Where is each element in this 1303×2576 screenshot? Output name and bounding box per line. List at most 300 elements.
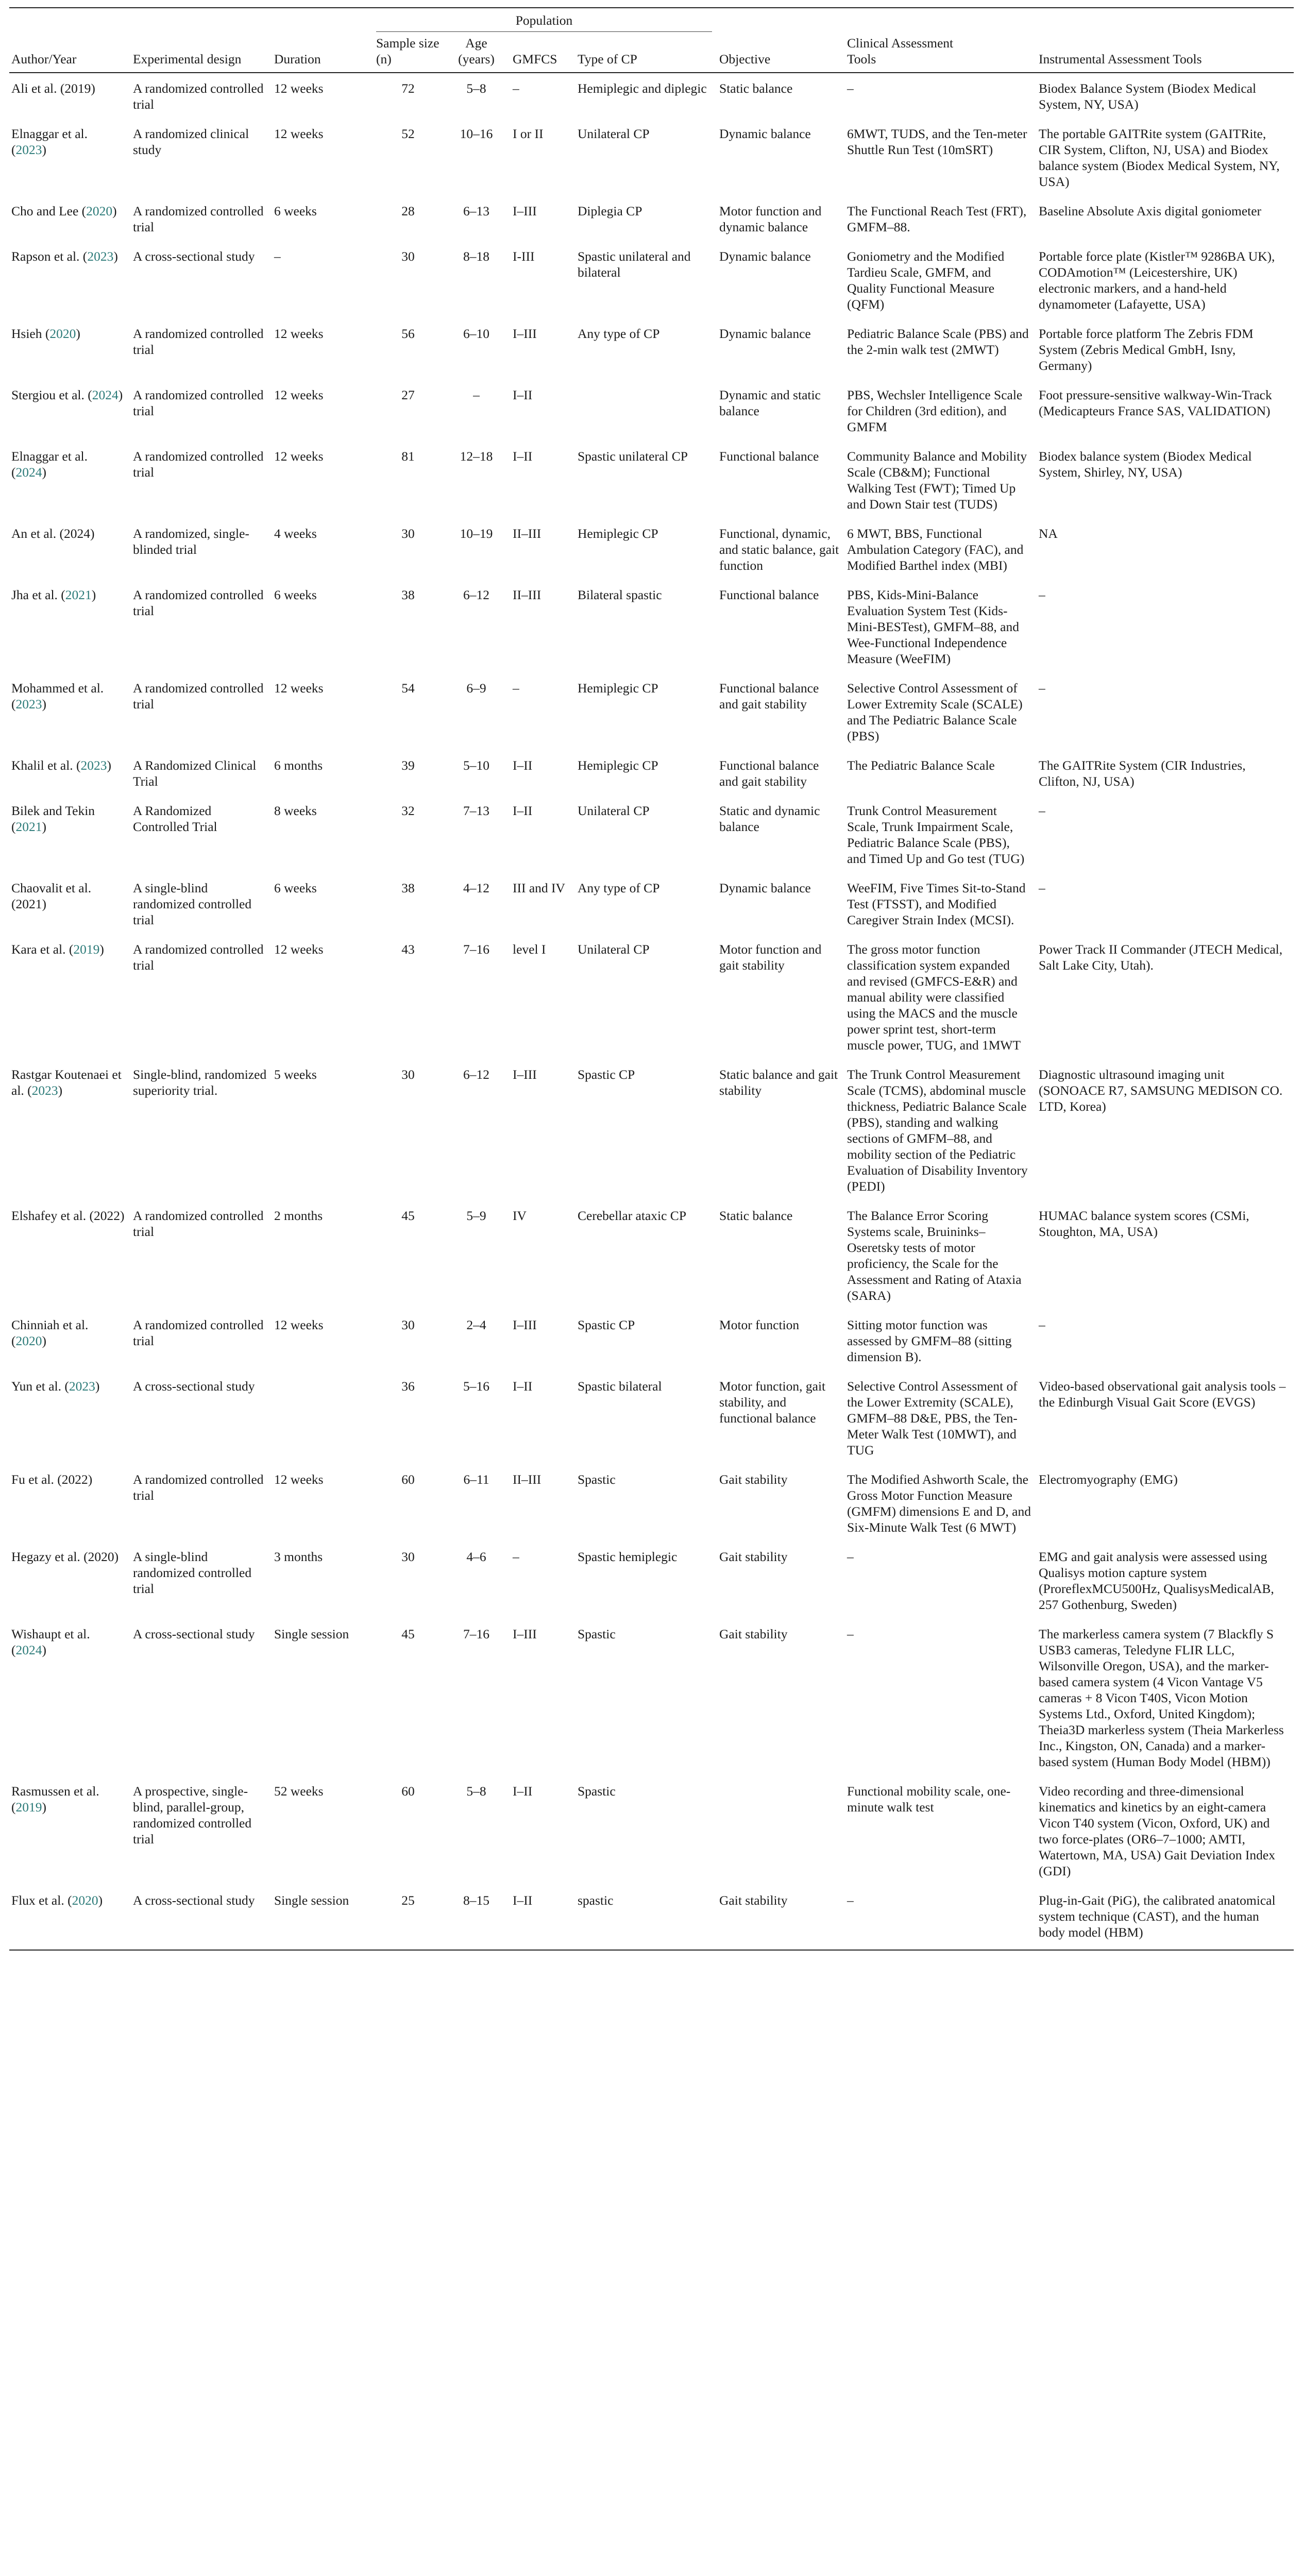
author-cell — [9, 937, 131, 1062]
author-text-close: ) — [98, 1893, 103, 1908]
col-gmfcs-header: GMFCS — [513, 52, 557, 66]
gmfcs-cell: – — [513, 81, 519, 96]
instrumental-tools-cell: Power Track II Commander (JTECH Medical, Salt Lake City, Utah). — [1039, 942, 1283, 973]
objective-cell: Static balance and gait stability — [719, 1067, 838, 1098]
age-cell: 8–15 — [463, 1893, 489, 1908]
objective-cell: Functional balance — [719, 449, 819, 464]
objective-cell: Static balance — [719, 1208, 793, 1223]
instrumental-tools-cell: Foot pressure-sensitive walkway-Win-Track (Medicapteurs France SAS, VALIDATION) — [1039, 387, 1272, 418]
cp-type-cell: Spastic hemiplegic — [578, 1549, 678, 1564]
author-text: Khalil et al. ( — [11, 758, 81, 773]
author-text: Mohammed et al. ( — [11, 681, 104, 711]
cp-type-cell — [576, 383, 717, 444]
population-group-header: Population — [376, 12, 712, 32]
clinical-tools-cell: The Trunk Control Measurement Scale (TCMS), abdominal muscle thickness, Pediatric Balance Scale (PBS), standing and walking sections of GMFM–88, and mobility section of the Pediatric Evaluation of Disability Inventory (PEDI) — [847, 1067, 1028, 1194]
design-cell: A randomized controlled trial — [133, 1472, 264, 1503]
citation-year-link[interactable]: 2019 — [15, 1800, 42, 1815]
table-row — [9, 937, 1294, 1062]
studies-table — [9, 7, 1294, 1951]
cp-type-cell: Spastic CP — [578, 1317, 635, 1332]
design-cell: A randomized controlled trial — [133, 449, 264, 480]
author-text-close: ) — [95, 1379, 100, 1394]
clinical-tools-cell: PBS, Wechsler Intelligence Scale for Children (3rd edition), and GMFM — [847, 387, 1023, 434]
instrumental-tools-cell: – — [1039, 587, 1045, 602]
author-text: Hegazy et al. (2020) — [11, 1549, 119, 1564]
author-text: Bilek and Tekin ( — [11, 803, 95, 834]
duration-cell: 8 weeks — [274, 803, 317, 818]
table-row — [9, 1313, 1294, 1374]
objective-cell: Motor function and gait stability — [719, 942, 822, 973]
author-text: Hsieh ( — [11, 326, 50, 341]
clinical-tools-cell: Functional mobility scale, one-minute walk test — [847, 1784, 1011, 1815]
sample-size-cell: 45 — [401, 1626, 415, 1641]
clinical-tools-cell: Pediatric Balance Scale (PBS) and the 2-min walk test (2MWT) — [847, 326, 1029, 357]
design-cell: A prospective, single-blind, parallel-group, randomized controlled trial — [133, 1784, 252, 1846]
sample-size-cell: 54 — [401, 681, 415, 696]
author-text: Flux et al. ( — [11, 1893, 72, 1908]
author-cell — [9, 1313, 131, 1374]
age-cell: 5–10 — [463, 758, 489, 773]
design-cell: A randomized controlled trial — [133, 204, 264, 234]
author-cell — [9, 383, 131, 444]
cp-type-cell: Diplegia CP — [578, 204, 642, 218]
citation-year-link[interactable]: 2024 — [92, 387, 119, 402]
author-cell — [9, 1622, 131, 1779]
objective-cell: Motor function, gait stability, and functional balance — [719, 1379, 826, 1426]
author-text: Rapson et al. ( — [11, 249, 88, 264]
clinical-tools-cell: Selective Control Assessment of the Lower Extremity (SCALE), GMFM–88 D&E, PBS, the Ten-Meter Walk Test (10MWT), and TUG — [847, 1379, 1018, 1458]
design-cell: A randomized controlled trial — [133, 387, 264, 418]
age-cell: 7–16 — [463, 1626, 489, 1641]
author-cell — [9, 876, 131, 937]
cp-type-cell: Unilateral CP — [578, 803, 650, 818]
author-text: Chinniah et al. ( — [11, 1317, 89, 1348]
sample-size-cell: 72 — [401, 81, 415, 96]
duration-cell: – — [274, 249, 281, 264]
author-text-close: ) — [42, 819, 46, 834]
author-text-close: ) — [118, 387, 123, 402]
table-body — [9, 73, 1294, 1950]
table-row — [9, 1622, 1294, 1779]
duration-cell: 5 weeks — [274, 1067, 317, 1082]
citation-year-link[interactable]: 2023 — [80, 758, 107, 773]
author-text: Fu et al. (2022) — [11, 1472, 93, 1487]
cp-type-cell: Any type of CP — [578, 326, 660, 341]
cp-type-cell: Hemiplegic CP — [578, 526, 658, 541]
author-text: Rasmussen et al. ( — [11, 1784, 99, 1815]
clinical-tools-cell: Sitting motor function was assessed by GMFM–88 (sitting dimension B). — [847, 1317, 1012, 1364]
duration-cell: 2 months — [274, 1208, 323, 1223]
citation-year-link[interactable]: 2023 — [15, 142, 42, 157]
clinical-tools-cell: The gross motor function classification system expanded and revised (GMFCS-E&R) and manual ability were classified using the MACS and the muscle power sprint test, short-term muscle power, TUG, and 1MWT — [847, 942, 1021, 1053]
clinical-tools-cell: – — [847, 1893, 854, 1908]
author-cell — [9, 676, 131, 753]
duration-cell: 4 weeks — [274, 526, 317, 541]
table-row — [9, 1545, 1294, 1622]
citation-year-link[interactable]: 2020 — [49, 326, 76, 341]
sample-size-cell: 30 — [401, 1067, 415, 1082]
citation-year-link[interactable]: 2023 — [69, 1379, 95, 1394]
author-text-close: ) — [99, 942, 104, 957]
objective-cell: Functional, dynamic, and static balance, gait function — [719, 526, 839, 573]
clinical-tools-cell: – — [847, 1626, 854, 1641]
col-age-header: Age (years) — [458, 36, 495, 66]
gmfcs-cell: II–III — [513, 1472, 541, 1487]
cp-type-cell: Spastic unilateral CP — [578, 449, 688, 464]
age-cell: 10–16 — [460, 126, 493, 141]
author-text: Ali et al. (2019) — [11, 81, 95, 96]
author-cell — [9, 1779, 131, 1888]
design-cell: A cross-sectional study — [133, 1379, 255, 1394]
author-cell — [9, 444, 131, 521]
table-header — [9, 8, 1294, 73]
author-text-close: ) — [42, 1642, 46, 1657]
age-cell: 4–12 — [463, 880, 489, 895]
design-cell: A randomized controlled trial — [133, 681, 264, 711]
duration-cell: 3 months — [274, 1549, 323, 1564]
table-row — [9, 1204, 1294, 1313]
gmfcs-cell: II–III — [513, 587, 541, 602]
author-cell — [9, 799, 131, 876]
age-cell: – — [473, 387, 480, 402]
objective-cell: Functional balance and gait stability — [719, 758, 819, 789]
sample-size-cell: 30 — [401, 526, 415, 541]
sample-size-cell: 25 — [401, 1893, 415, 1908]
gmfcs-cell: level I — [513, 942, 546, 957]
instrumental-tools-cell: NA — [1039, 526, 1058, 541]
design-cell: A single-blind randomized controlled trial — [133, 880, 252, 927]
author-text: Elnaggar et al. ( — [11, 126, 88, 157]
gmfcs-cell: I-III — [513, 249, 535, 264]
design-cell: A Randomized Clinical Trial — [133, 758, 257, 789]
citation-year-link[interactable]: 2021 — [15, 819, 42, 834]
author-text-close: ) — [58, 1083, 63, 1098]
clinical-tools-cell: The Functional Reach Test (FRT), GMFM–88. — [847, 204, 1027, 234]
sample-size-cell: 60 — [401, 1784, 415, 1799]
gmfcs-cell: II–III — [513, 526, 541, 541]
clinical-tools-cell: Trunk Control Measurement Scale, Trunk Impairment Scale, Pediatric Balance Scale (PBS), and Timed Up and Go test (TUG) — [847, 803, 1025, 866]
sample-size-cell: 28 — [401, 204, 415, 218]
table-row — [9, 73, 1294, 122]
gmfcs-cell: – — [513, 681, 519, 696]
citation-year-link[interactable]: 2023 — [15, 697, 42, 711]
gmfcs-cell: I–III — [513, 1626, 537, 1641]
author-cell — [9, 583, 131, 676]
cp-type-cell: Unilateral CP — [578, 126, 650, 141]
age-cell: 6–9 — [466, 681, 486, 696]
citation-year-link[interactable]: 2020 — [15, 1333, 42, 1348]
age-cell: 6–13 — [463, 204, 489, 218]
instrumental-tools-cell: – — [1039, 1317, 1045, 1332]
age-cell: 5–16 — [463, 1379, 489, 1394]
instrumental-tools-cell: Portable force platform The Zebris FDM System (Zebris Medical GmbH, Isny, Germany) — [1039, 326, 1254, 373]
design-cell: A randomized controlled trial — [133, 81, 264, 112]
gmfcs-cell: I–III — [513, 326, 537, 341]
author-text-close: ) — [42, 1333, 46, 1348]
gmfcs-cell: I–II — [513, 1893, 533, 1908]
design-cell: A Randomized Controlled Trial — [133, 803, 217, 834]
design-cell: A randomized controlled trial — [133, 1208, 264, 1239]
instrumental-tools-cell: Diagnostic ultrasound imaging unit (SONOACE R7, SAMSUNG MEDISON CO. LTD, Korea) — [1039, 1067, 1283, 1114]
author-text: Elnaggar et al. ( — [11, 449, 88, 480]
objective-cell: Gait stability — [719, 1549, 788, 1564]
table-row — [9, 753, 1294, 799]
sample-size-cell: 36 — [401, 1379, 415, 1394]
table-row — [9, 444, 1294, 521]
gmfcs-cell: I–III — [513, 1067, 537, 1082]
table-row — [9, 199, 1294, 244]
author-cell — [9, 1204, 131, 1313]
gmfcs-cell: I–III — [513, 1317, 537, 1332]
table-row — [9, 1779, 1294, 1888]
author-cell — [9, 1062, 131, 1204]
cp-type-cell: Hemiplegic and diplegic — [578, 81, 707, 96]
author-text: Stergiou et al. ( — [11, 387, 92, 402]
instrumental-tools-cell: Plug-in-Gait (PiG), the calibrated anatomical system technique (CAST), and the human body model (HBM) — [1039, 1893, 1276, 1940]
document — [9, 7, 1294, 1951]
author-text: An et al. (2024) — [11, 526, 95, 541]
sample-size-cell: 30 — [401, 1317, 415, 1332]
table-row — [9, 676, 1294, 753]
age-cell: 5–8 — [466, 81, 486, 96]
instrumental-tools-cell: Baseline Absolute Axis digital goniometer — [1039, 204, 1262, 218]
table-row — [9, 521, 1294, 583]
author-text-close: ) — [112, 204, 117, 218]
duration-cell: 12 weeks — [274, 449, 324, 464]
instrumental-tools-cell: – — [1039, 681, 1045, 696]
col-sample-size-header: Sample size (n) — [376, 36, 439, 66]
gmfcs-cell: I–II — [513, 1784, 533, 1799]
gmfcs-cell: I–III — [513, 204, 537, 218]
cp-type-cell: Hemiplegic CP — [578, 681, 658, 696]
cp-type-cell: Any type of CP — [578, 880, 660, 895]
author-text: Kara et al. ( — [11, 942, 74, 957]
objective-cell: Static balance — [719, 81, 793, 96]
objective-cell: Dynamic balance — [719, 326, 811, 341]
clinical-tools-cell: 6MWT, TUDS, and the Ten-meter Shuttle Run Test (10mSRT) — [847, 126, 1027, 157]
sample-size-cell: 43 — [401, 942, 415, 957]
sample-size-cell: 81 — [401, 449, 415, 464]
sample-size-cell: 30 — [401, 1549, 415, 1564]
cp-type-cell: Spastic — [578, 1472, 616, 1487]
instrumental-tools-cell: Portable force plate (Kistler™ 9286BA UK), CODAmotion™ (Leicestershire, UK) electronic markers, and a hand-held dynamometer (Lafayette, USA) — [1039, 249, 1275, 312]
author-cell — [9, 1374, 131, 1467]
objective-cell: Dynamic and static balance — [719, 387, 821, 418]
author-cell — [9, 1545, 131, 1622]
cp-type-cell: Spastic CP — [578, 1067, 635, 1082]
table-row — [9, 383, 1294, 444]
clinical-tools-cell: – — [847, 81, 854, 96]
author-text-close: ) — [91, 587, 96, 602]
objective-cell: Functional balance and gait stability — [719, 681, 819, 711]
duration-cell: 12 weeks — [274, 81, 324, 96]
citation-year-link[interactable]: 2024 — [15, 465, 42, 480]
citation-year-link[interactable]: 2019 — [73, 942, 100, 957]
author-cell — [9, 122, 131, 199]
age-cell: 5–8 — [466, 1784, 486, 1799]
duration-cell: 6 weeks — [274, 204, 317, 218]
design-cell: A randomized clinical study — [133, 126, 249, 157]
gmfcs-cell: I–II — [513, 449, 533, 464]
citation-year-link[interactable]: 2023 — [87, 249, 114, 264]
author-text-close: ) — [42, 465, 46, 480]
instrumental-tools-cell: The portable GAITRite system (GAITRite, CIR System, Clifton, NJ, USA) and Biodex balance system (Biodex Medical System, NY, USA) — [1039, 126, 1280, 189]
objective-cell — [717, 1779, 845, 1888]
duration-cell — [272, 1374, 374, 1467]
design-cell: A randomized, single-blinded trial — [133, 526, 249, 557]
author-text: Jha et al. ( — [11, 587, 65, 602]
clinical-tools-cell: 6 MWT, BBS, Functional Ambulation Category (FAC), and Modified Barthel index (MBI) — [847, 526, 1024, 573]
instrumental-tools-cell: The markerless camera system (7 Blackfly S USB3 cameras, Teledyne FLIR LLC, Wilsonville Oregon, USA), and the marker-based camera system (4 Vicon Vantage V5 cameras + 8 Vicon T40S, Vicon Motion Systems Ltd., Oxford, United Kingdom); Theia3D markerless system (Theia Markerless Inc., Kingston, ON, Canada) and a marker-based system (Human Body Model (HBM)) — [1039, 1626, 1284, 1769]
cp-type-cell: Spastic unilateral and bilateral — [578, 249, 691, 280]
citation-year-link[interactable]: 2023 — [31, 1083, 58, 1098]
clinical-tools-cell: WeeFIM, Five Times Sit-to-Stand Test (FTSST), and Modified Caregiver Strain Index (MCSI). — [847, 880, 1026, 927]
sample-size-cell: 32 — [401, 803, 415, 818]
clinical-tools-cell: The Modified Ashworth Scale, the Gross Motor Function Measure (GMFM) dimensions E and D, and Six-Minute Walk Test (6 MWT) — [847, 1472, 1031, 1535]
duration-cell: 12 weeks — [274, 681, 324, 696]
cp-type-cell: Cerebellar ataxic CP — [578, 1208, 686, 1223]
instrumental-tools-cell: Biodex balance system (Biodex Medical System, Shirley, NY, USA) — [1039, 449, 1252, 480]
gmfcs-cell: I–II — [513, 387, 533, 402]
design-cell: A randomized controlled trial — [133, 326, 264, 357]
age-cell: 4–6 — [466, 1549, 486, 1564]
col-author-header: Author/Year — [11, 52, 77, 66]
instrumental-tools-cell: HUMAC balance system scores (CSMi, Stoughton, MA, USA) — [1039, 1208, 1249, 1239]
objective-cell: Gait stability — [719, 1893, 788, 1908]
clinical-tools-cell: – — [847, 1549, 854, 1564]
age-cell: 10–19 — [460, 526, 493, 541]
instrumental-tools-cell: – — [1039, 880, 1045, 895]
table-row — [9, 1374, 1294, 1467]
table-row — [9, 799, 1294, 876]
cp-type-cell: Bilateral spastic — [578, 587, 662, 602]
age-cell: 5–9 — [466, 1208, 486, 1223]
author-text: Wishaupt et al. ( — [11, 1626, 90, 1657]
citation-year-link[interactable]: 2020 — [72, 1893, 98, 1908]
cp-type-cell: Spastic — [578, 1626, 616, 1641]
instrumental-tools-cell: Biodex Balance System (Biodex Medical System, NY, USA) — [1039, 81, 1257, 112]
design-cell: A cross-sectional study — [133, 1893, 255, 1908]
clinical-tools-cell: The Pediatric Balance Scale — [847, 758, 995, 773]
col-duration-header: Duration — [274, 52, 321, 66]
objective-cell: Motor function and dynamic balance — [719, 204, 822, 234]
sample-size-cell: 27 — [401, 387, 415, 402]
gmfcs-cell: I–II — [513, 1379, 533, 1394]
table-row — [9, 876, 1294, 937]
citation-year-link[interactable]: 2021 — [65, 587, 92, 602]
objective-cell: Static and dynamic balance — [719, 803, 820, 834]
author-cell — [9, 199, 131, 244]
clinical-tools-cell: The Balance Error Scoring Systems scale, Bruininks–Oseretsky tests of motor proficiency, the Scale for the Assessment and Rating of Ataxia (SARA) — [847, 1208, 1022, 1303]
clinical-tools-cell: PBS, Kids-Mini-Balance Evaluation System Test (Kids-Mini-BESTest), GMFM–88, and Wee-Functional Independence Measure (WeeFIM) — [847, 587, 1019, 666]
table-row — [9, 321, 1294, 383]
author-cell — [9, 1467, 131, 1545]
table-row — [9, 244, 1294, 321]
table-row — [9, 1888, 1294, 1950]
author-text: Rastgar Koutenaei et al. ( — [11, 1067, 122, 1098]
table-row — [9, 583, 1294, 676]
design-cell: A cross-sectional study — [133, 1626, 255, 1641]
age-cell: 6–11 — [463, 1472, 489, 1487]
objective-cell: Functional balance — [719, 587, 819, 602]
author-text-close: ) — [113, 249, 118, 264]
sample-size-cell: 60 — [401, 1472, 415, 1487]
duration-cell: 12 weeks — [274, 126, 324, 141]
sample-size-cell: 30 — [401, 249, 415, 264]
author-text-close: ) — [76, 326, 80, 341]
objective-cell: Dynamic balance — [719, 249, 811, 264]
author-text: Yun et al. ( — [11, 1379, 69, 1394]
design-cell: A randomized controlled trial — [133, 587, 264, 618]
instrumental-tools-cell: The GAITRite System (CIR Industries, Clifton, NJ, USA) — [1039, 758, 1246, 789]
age-cell: 7–13 — [463, 803, 489, 818]
duration-cell: 12 weeks — [274, 942, 324, 957]
gmfcs-cell: I–II — [513, 758, 533, 773]
duration-cell: 12 weeks — [274, 1472, 324, 1487]
author-cell — [9, 521, 131, 583]
instrumental-tools-cell: Electromyography (EMG) — [1039, 1472, 1178, 1487]
age-cell: 8–18 — [463, 249, 489, 264]
age-cell: 6–10 — [463, 326, 489, 341]
cp-type-cell: Hemiplegic CP — [578, 758, 658, 773]
objective-cell: Gait stability — [719, 1626, 788, 1641]
gmfcs-cell: I–II — [513, 803, 533, 818]
duration-cell: 6 months — [274, 758, 323, 773]
author-cell — [9, 321, 131, 383]
age-cell: 12–18 — [460, 449, 493, 464]
citation-year-link[interactable]: 2024 — [15, 1642, 42, 1657]
duration-cell: Single session — [274, 1893, 349, 1908]
author-text-close: ) — [42, 1800, 46, 1815]
gmfcs-cell: – — [513, 1549, 519, 1564]
cp-type-cell: Unilateral CP — [578, 942, 650, 957]
author-text-close: ) — [42, 697, 46, 711]
author-text-close: ) — [107, 758, 112, 773]
gmfcs-cell: III and IV — [513, 880, 565, 895]
clinical-tools-cell: Goniometry and the Modified Tardieu Scale, GMFM, and Quality Functional Measure (QFM) — [847, 249, 1005, 312]
duration-cell: 12 weeks — [274, 326, 324, 341]
design-cell: A randomized controlled trial — [133, 942, 264, 973]
duration-cell: 52 weeks — [274, 1784, 324, 1799]
instrumental-tools-cell: Video-based observational gait analysis tools – the Edinburgh Visual Gait Score (EVGS) — [1039, 1379, 1286, 1410]
cp-type-cell: Spastic bilateral — [578, 1379, 662, 1394]
table-row — [9, 122, 1294, 199]
gmfcs-cell: I or II — [513, 126, 544, 141]
sample-size-cell: 38 — [401, 587, 415, 602]
sample-size-cell: 38 — [401, 880, 415, 895]
col-objective-header: Objective — [719, 52, 771, 66]
gmfcs-cell: IV — [513, 1208, 527, 1223]
age-cell: 6–12 — [463, 587, 489, 602]
duration-cell: 6 weeks — [274, 880, 317, 895]
instrumental-tools-cell: – — [1039, 803, 1045, 818]
citation-year-link[interactable]: 2020 — [86, 204, 113, 218]
duration-cell: Single session — [274, 1626, 349, 1641]
design-cell: A randomized controlled trial — [133, 1317, 264, 1348]
instrumental-tools-cell: EMG and gait analysis were assessed using Qualisys motion capture system (ProreflexMCU500Hz, QualisysMedicalAB, 257 Gothenburg, Sweden) — [1039, 1549, 1274, 1612]
age-cell: 2–4 — [466, 1317, 486, 1332]
author-cell — [9, 244, 131, 321]
design-cell: A cross-sectional study — [133, 249, 255, 264]
col-type-header: Type of CP — [578, 52, 637, 66]
objective-cell: Gait stability — [719, 1472, 788, 1487]
sample-size-cell: 45 — [401, 1208, 415, 1223]
cp-type-cell: Spastic — [578, 1784, 616, 1799]
sample-size-cell: 56 — [401, 326, 415, 341]
author-cell — [9, 1888, 131, 1950]
cp-type-cell: spastic — [578, 1893, 614, 1908]
instrumental-tools-cell: Video recording and three-dimensional kinematics and kinetics by an eight-camera Vicon T40 system (Vicon, Oxford, UK) and two force-plates (OR6–7–1000; AMTI, Watertown, MA, USA) Gait Deviation Index (GDI) — [1039, 1784, 1275, 1878]
